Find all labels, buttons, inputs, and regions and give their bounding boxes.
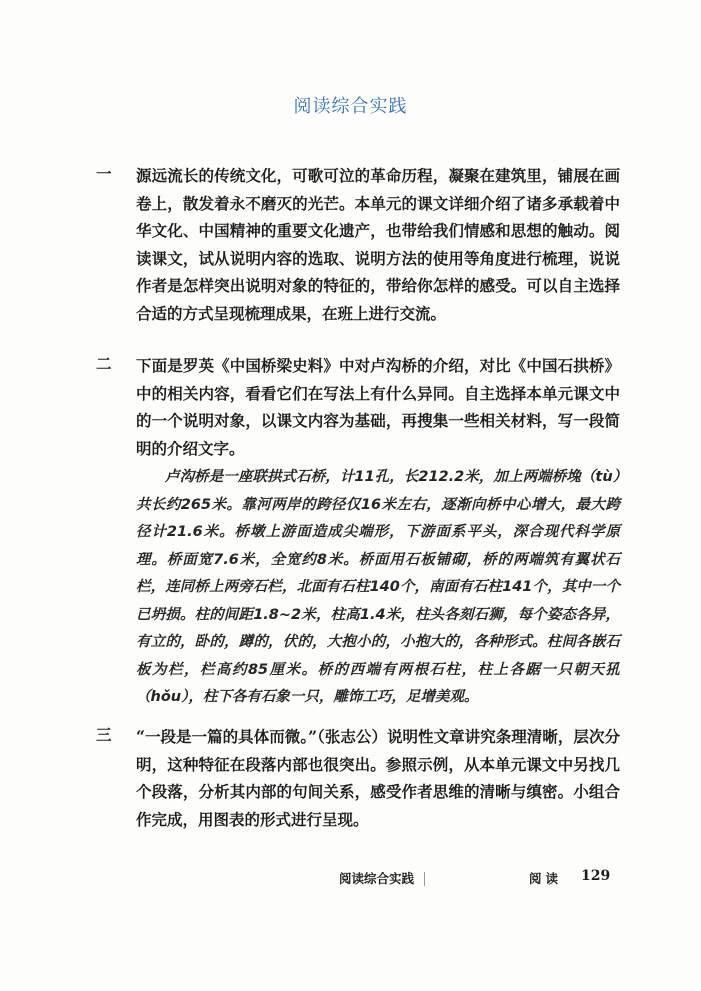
page-footer xyxy=(0,869,701,889)
exercise-2 xyxy=(98,352,620,712)
footer-section-name: 阅读综合实践 xyxy=(338,871,414,886)
page-number: 129 xyxy=(581,868,611,884)
exercise-3 xyxy=(98,723,620,833)
footer-unit-name: 阅读 xyxy=(529,871,563,886)
page-title: 阅读综合实践 xyxy=(293,96,408,117)
exercise-text: “一段是一篇的具体而微。”（张志公）说明性文章讲究条理清晰，层次分明，这种特征在段落内部也很突出。参照示例，从本单元课文中另找几个段落，分析其内部的句间关系，感受作者思维的清晰与缜密。小组合作完成，用图表的形式进行呈现。 xyxy=(136,727,620,829)
exercise-1 xyxy=(98,162,620,327)
exercise-text: 源远流长的传统文化，可歌可泣的革命历程，凝聚在建筑里，铺展在画卷上，散发着永不磨灭的光芒。本单元的课文详细介绍了诸多承载着中华文化、中国精神的重要文化遗产，也带给我们情感和思想的触动。阅读课文，试从说明内容的选取、说明方法的使用等角度进行梳理，说说作者是怎样突出说明对象的特征的，带给你怎样的感受。可以自主选择合适的方式呈现梳理成果，在班上进行交流。 xyxy=(136,166,620,323)
exercise-number: 一 xyxy=(96,164,112,183)
exercise-text: 下面是罗英《中国桥梁史料》中对卢沟桥的介绍，对比《中国石拱桥》中的相关内容，看看它们在写法上有什么异同。自主选择本单元课文中的一个说明对象，以课文内容为基础，再搜集一些相关材料，写一段简明的介绍文字。 xyxy=(136,356,620,458)
footer-divider xyxy=(424,872,425,886)
exercise-number: 二 xyxy=(96,354,112,373)
sample-passage: 卢沟桥是一座联拱式石桥，计11孔，长212.2米，加上两端桥堍（tù）共长约265米。靠河两岸的跨径仅16米左右，逐渐向桥中心增大，最大跨径计21.6米。桥墩上游面造成尖端形，下游面系平头，深合现代科学原理。桥面宽7.6米，全宽约8米。桥面用石板铺砌，桥的两端筑有翼状石栏，连同桥上两旁石栏，北面有石柱140个，南面有石柱141个，其中一个已坍损。柱的间距1.8~2米，柱高1.4米，柱头各刻石狮，每个姿态各异，有立的，卧的，蹲的，伏的，大抱小的，小抱大的，各种形式。柱间各嵌石板为栏，栏高约85厘米。桥的西端有两根石柱，柱上各踞一只朝天犼（hǒu），柱下各有石象一只，雕饰工巧，足增美观。 xyxy=(136,469,620,705)
exercise-number: 三 xyxy=(96,725,112,744)
